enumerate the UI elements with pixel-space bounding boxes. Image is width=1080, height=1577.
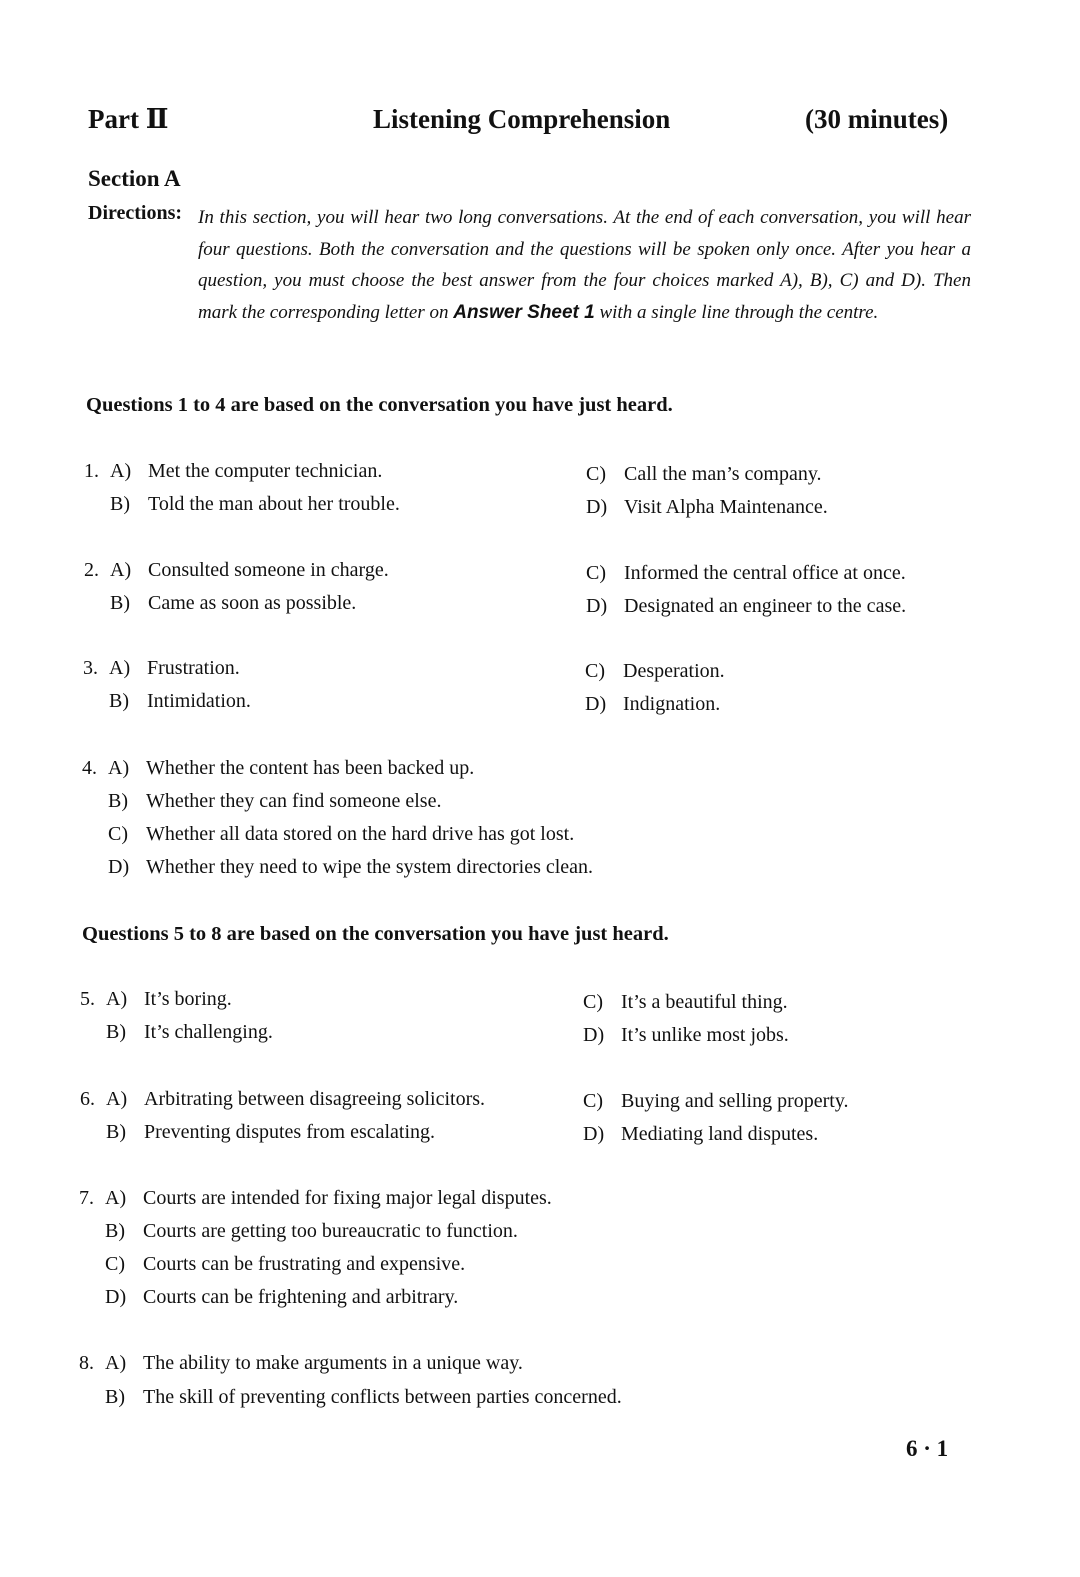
option-3c: C) Desperation. [585, 660, 725, 682]
option-5c: C) It’s a beautiful thing. [583, 991, 788, 1013]
option-3b: B) Intimidation. [109, 690, 251, 712]
directions-text: In this section, you will hear two long conversations. At the end of each conversation, you will hear four questions. Both the conversation and the questions will be spoken only once. After you hear a question, you must choose the best answer from the four choices marked A), B), C) and D). Then mark the corresponding letter on Answer Sheet 1 with a single line through the centre. [198, 207, 971, 323]
option-5b: B) It’s challenging. [106, 1021, 273, 1043]
option-5d: D) It’s unlike most jobs. [583, 1024, 789, 1046]
directions-label: Directions: [88, 202, 183, 224]
option-2b: B) Came as soon as possible. [110, 592, 357, 614]
option-4a: 4. A) Whether the content has been backed up. [82, 757, 475, 779]
option-4c: C) Whether all data stored on the hard drive has got lost. [108, 823, 575, 845]
option-6b: B) Preventing disputes from escalating. [106, 1121, 436, 1143]
option-5a: 5. A) It’s boring. [80, 988, 232, 1010]
option-2d: D) Designated an engineer to the case. [586, 595, 907, 617]
option-4d: D) Whether they need to wipe the system directories clean. [108, 856, 594, 878]
page-number: 6 · 1 [906, 1436, 949, 1461]
option-1d: D) Visit Alpha Maintenance. [586, 496, 828, 518]
question-group-header: Questions 5 to 8 are based on the conversation you have just heard. [82, 923, 669, 945]
option-7b: B) Courts are getting too bureaucratic to function. [105, 1220, 518, 1242]
question-group-header: Questions 1 to 4 are based on the conversation you have just heard. [86, 394, 673, 416]
option-6a: 6. A) Arbitrating between disagreeing solicitors. [80, 1088, 486, 1110]
option-2a: 2. A) Consulted someone in charge. [84, 559, 389, 581]
answer-sheet-ref: Answer Sheet 1 [453, 301, 595, 323]
option-7c: C) Courts can be frustrating and expensive. [105, 1253, 466, 1275]
option-7a: 7. A) Courts are intended for fixing major legal disputes. [79, 1187, 552, 1209]
option-6c: C) Buying and selling property. [583, 1090, 849, 1112]
part-label: Part Ⅱ [88, 104, 169, 134]
option-8b: B) The skill of preventing conflicts between parties concerned. [105, 1386, 622, 1408]
option-1a: 1. A) Met the computer technician. [84, 460, 383, 482]
page-title: Listening Comprehension [373, 104, 671, 134]
option-1b: B) Told the man about her trouble. [110, 493, 400, 515]
option-1c: C) Call the man’s company. [586, 463, 822, 485]
option-7d: D) Courts can be frightening and arbitrary. [105, 1286, 459, 1308]
option-3d: D) Indignation. [585, 693, 721, 715]
option-4b: B) Whether they can find someone else. [108, 790, 442, 812]
section-title: Section A [88, 166, 181, 191]
time-limit: (30 minutes) [805, 104, 949, 134]
option-8a: 8. A) The ability to make arguments in a unique way. [79, 1352, 523, 1374]
option-3a: 3. A) Frustration. [83, 657, 240, 679]
option-2c: C) Informed the central office at once. [586, 562, 906, 584]
option-6d: D) Mediating land disputes. [583, 1123, 819, 1145]
